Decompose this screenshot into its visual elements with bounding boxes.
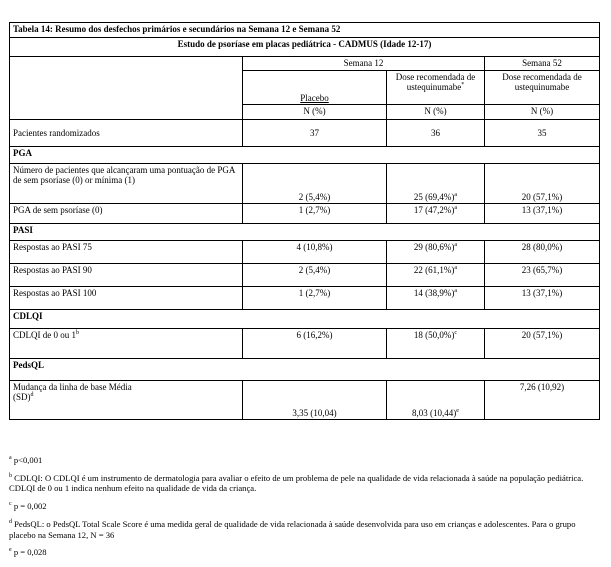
cell-dose12: 25 $(69,4\%)^a$ — [387, 164, 485, 204]
cell-dose12: 8,03 $(10,44)^e$ — [387, 381, 485, 420]
cell-dose52: 20 (57,1%) — [485, 164, 600, 204]
footnote-b: $^b$ CDLQI: O CDLQI é um instrumento de dermatologia para avaliar o efeito de um problema de pele na qualidade de vida relacionada à saúde na população pediátrica. CDLQI de 0 ou 1 indica nenhum efeito na qualidade de vida da criança. — [9, 472, 584, 494]
section-cdlqi: CDLQI — [10, 310, 600, 329]
cell-placebo: 2 (5,4%) — [243, 264, 387, 287]
cell-dose52: 7,26 (10,92) — [485, 381, 600, 420]
row-label: Respostas ao PASI 75 — [10, 241, 243, 264]
n-header-placebo: N (%) — [243, 105, 387, 120]
week52-header: Semana 52 — [485, 57, 600, 71]
cell-dose52: 13 (37,1%) — [485, 287, 600, 310]
cell-dose12: 22 $(61,1\%)^a$ — [387, 264, 485, 287]
row-label: CDLQI de 0 ou 1$^b$ — [10, 329, 243, 359]
footnote-e: $^e$ p = 0,028 — [9, 547, 47, 558]
cell-placebo: 1 (2,7%) — [243, 287, 387, 310]
dose12-header: Dose recomendada de ustequinumabe* — [387, 71, 485, 105]
footnote-c: $^c$ p = 0,002 — [9, 501, 47, 512]
cell-placebo: 1 (2,7%) — [243, 204, 387, 224]
cell-placebo: 6 (16,2%) — [243, 329, 387, 359]
cell-placebo: 3,35 (10,04) — [243, 381, 387, 420]
cell-dose52: 35 — [485, 120, 600, 147]
row-label: Pacientes randomizados — [10, 120, 243, 147]
n-header-dose12: N (%) — [387, 105, 485, 120]
outcomes-table — [9, 22, 600, 420]
row-label: Número de pacientes que alcançaram uma pontuação de PGA de sem psoríase (0) or mínima (1) — [10, 164, 243, 204]
footnote-d: $^d$ PedsQL: o PedsQL Total Scale Score é uma medida geral de qualidade de vida relacionada à saúde desenvolvida para uso em crianças e adolescentes. Para o grupo placebo na Semana 12, N = 36 — [9, 518, 576, 540]
cell-placebo: 4 (10,8%) — [243, 241, 387, 264]
footnote-a: $^a$ p<0,001 — [9, 455, 43, 465]
table-title: Tabela 14: Resumo dos desfechos primários e secundários na Semana 12 e Semana 52 — [10, 23, 600, 38]
row-label: Mudança da linha de base Média (SD)$^d$ — [10, 381, 243, 420]
section-pasi: PASI — [10, 224, 600, 241]
week12-header: Semana 12 — [243, 57, 485, 71]
cell-placebo: 37 — [243, 120, 387, 147]
cell-dose12: 14 $(38,9\%)^a$ — [387, 287, 485, 310]
row-label: Respostas ao PASI 100 — [10, 287, 243, 310]
cell-dose52: 28 (80,0%) — [485, 241, 600, 264]
footnotes — [9, 455, 604, 565]
section-pga: PGA — [10, 147, 600, 164]
placebo-header: Placebo — [243, 71, 387, 105]
dose52-header: Dose recomendada de ustequinumabe — [485, 71, 600, 105]
cell-dose52: 23 (65,7%) — [485, 264, 600, 287]
cell-placebo: 2 (5,4%) — [243, 164, 387, 204]
cell-dose12: 36 — [387, 120, 485, 147]
row-label: PGA de sem psoríase (0) — [10, 204, 243, 224]
cell-dose12: 29 $(80,6\%)^a$ — [387, 241, 485, 264]
study-header: Estudo de psoríase em placas pediátrica - CADMUS (Idade 12-17) — [10, 38, 600, 57]
cell-dose52: 13 (37,1%) — [485, 204, 600, 224]
cell-dose52: 20 (57,1%) — [485, 329, 600, 359]
n-header-dose52: N (%) — [485, 105, 600, 120]
row-label: Respostas ao PASI 90 — [10, 264, 243, 287]
section-pedsql: PedsQL — [10, 359, 600, 381]
cell-dose12: 17 $(47,2\%)^a$ — [387, 204, 485, 224]
cell-dose12: 18 $(50,0\%)^c$ — [387, 329, 485, 359]
blank-cell — [10, 57, 243, 120]
